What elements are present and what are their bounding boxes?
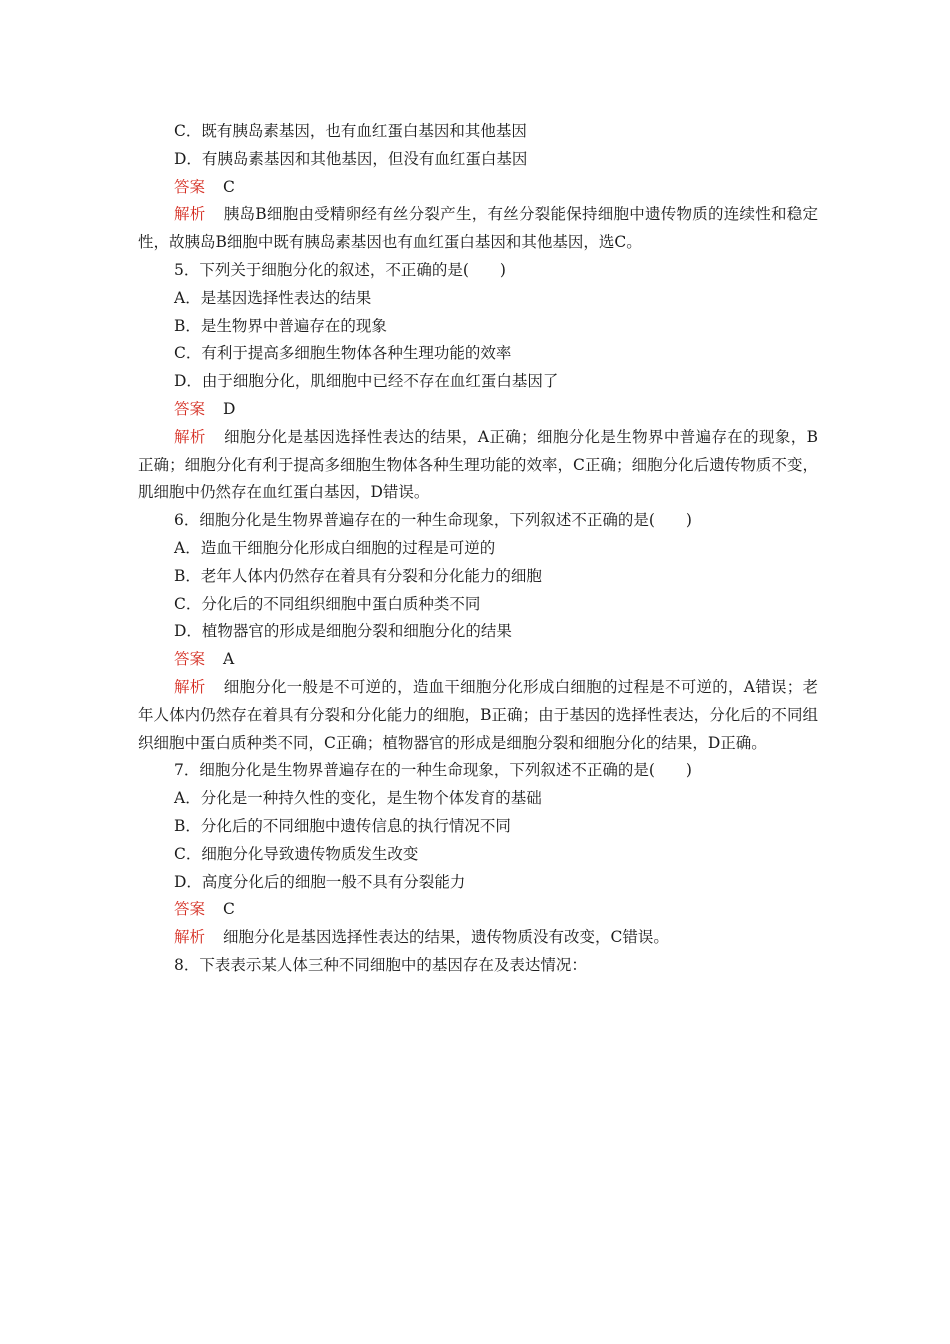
q5-option-d: D．由于细胞分化，肌细胞中已经不存在血红蛋白基因了 [174, 372, 559, 391]
q7-stem: 7．细胞分化是生物界普遍存在的一种生命现象，下列叙述不正确的是( ) [174, 761, 692, 780]
answer-value: D [223, 399, 236, 418]
q7-option-c: C．细胞分化导致遗传物质发生改变 [174, 844, 419, 863]
q5-option-b: B．是生物界中普遍存在的现象 [174, 316, 387, 335]
q5-option-a: A．是基因选择性表达的结果 [174, 288, 372, 307]
analysis-text: 细胞分化一般是不可逆的，造血干细胞分化形成白细胞的过程是不可逆的，A错误；老年人体内仍然存在着具有分裂和分化能力的细胞，B正确；由于基因的选择性表达，分化后的不同组织细胞中蛋白质种类不同，C正确；植物器官的形成是细胞分裂和细胞分化的结果，D正确。 [138, 677, 818, 752]
q4-analysis [138, 201, 818, 257]
q4-answer [138, 174, 818, 202]
q6-option-d: D．植物器官的形成是细胞分裂和细胞分化的结果 [174, 622, 512, 641]
answer-value: C [223, 177, 235, 196]
q6-stem: 6．细胞分化是生物界普遍存在的一种生命现象，下列叙述不正确的是( ) [174, 511, 692, 530]
answer-value: C [223, 900, 235, 919]
q4-option-c: C．既有胰岛素基因，也有血红蛋白基因和其他基因 [174, 122, 527, 140]
q5-analysis [138, 424, 818, 507]
analysis-label: 解析 [174, 677, 206, 696]
q8-stem: 8．下表表示某人体三种不同细胞中的基因存在及表达情况： [174, 955, 587, 974]
answer-value: A [223, 650, 235, 669]
q7-analysis [138, 924, 818, 952]
q4-option-d: D．有胰岛素基因和其他基因，但没有血红蛋白基因 [174, 149, 528, 168]
answer-label: 答案 [174, 177, 206, 196]
q6-analysis [138, 674, 818, 757]
q6-option-a: A．造血干细胞分化形成白细胞的过程是可逆的 [174, 538, 496, 557]
analysis-label: 解析 [174, 205, 206, 224]
q7-answer [138, 896, 818, 924]
q6-option-b: B．老年人体内仍然存在着具有分裂和分化能力的细胞 [174, 566, 542, 585]
q5-answer [138, 396, 818, 424]
document-page [138, 118, 818, 980]
analysis-label: 解析 [174, 928, 206, 947]
answer-label: 答案 [174, 399, 206, 418]
q7-option-b: B．分化后的不同细胞中遗传信息的执行情况不同 [174, 816, 511, 835]
analysis-label: 解析 [174, 427, 206, 446]
analysis-text: 细胞分化是基因选择性表达的结果，A正确；细胞分化是生物界中普遍存在的现象，B正确；细胞分化有利于提高多细胞生物体各种生理功能的效率，C正确；细胞分化后遗传物质不变，肌细胞中仍然存在血红蛋白基因，D错误。 [138, 427, 818, 502]
q5-option-c: C．有利于提高多细胞生物体各种生理功能的效率 [174, 344, 512, 363]
answer-label: 答案 [174, 650, 206, 669]
answer-label: 答案 [174, 900, 206, 919]
analysis-text: 胰岛B细胞由受精卵经有丝分裂产生，有丝分裂能保持细胞中遗传物质的连续性和稳定性，故胰岛B细胞中既有胰岛素基因也有血红蛋白基因和其他基因，选C。 [138, 205, 818, 252]
q6-option-c: C．分化后的不同组织细胞中蛋白质种类不同 [174, 594, 481, 613]
q6-answer [138, 646, 818, 674]
q7-option-a: A．分化是一种持久性的变化，是生物个体发育的基础 [174, 789, 542, 808]
analysis-text: 细胞分化是基因选择性表达的结果，遗传物质没有改变，C错误。 [223, 928, 669, 947]
q5-stem: 5．下列关于细胞分化的叙述，不正确的是( ) [174, 260, 506, 279]
q7-option-d: D．高度分化后的细胞一般不具有分裂能力 [174, 872, 466, 891]
